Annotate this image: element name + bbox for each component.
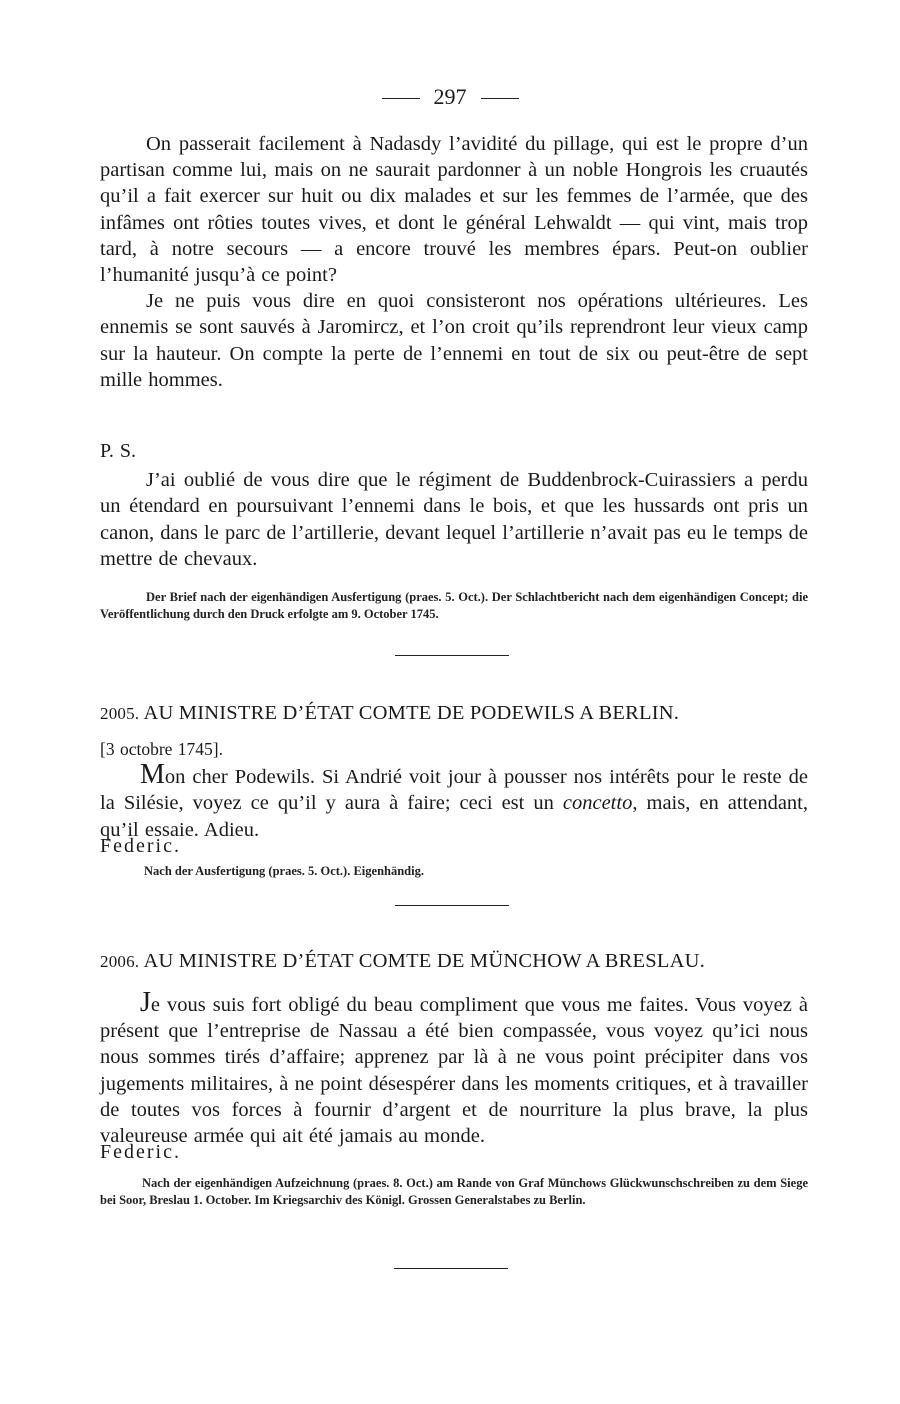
italic-word: concetto xyxy=(562,792,633,815)
source-note: Nach der eigenhändigen Aufzeichnung (praes. 8. Oct.) am Rande von Graf Münchows Glückwunschschreiben zu dem Siege bei Soor, Breslau 1. October. Im Kriegsarchiv des Königl. Grossen Generalstabes zu Berlin. xyxy=(100,1176,808,1208)
letter-body xyxy=(100,759,808,843)
letter-text: on cher Podewils. Si Andrié voit jour à pousser nos intérêts pour le reste de la Silésie, voyez ce qu’il y aura à faire; ceci est un xyxy=(100,766,808,815)
section-divider xyxy=(394,1268,508,1269)
page-number: 297 xyxy=(433,84,467,109)
letter-2006 xyxy=(100,947,808,1209)
source-note: Nach der Ausfertigung (praes. 5. Oct.). Eigenhändig. xyxy=(144,864,424,879)
letter-body xyxy=(100,987,808,1149)
initial-letter: J xyxy=(140,987,151,1018)
editorial-note xyxy=(100,589,808,623)
signature: Federic. xyxy=(100,1141,181,1164)
letter-2005 xyxy=(100,699,808,880)
letter-title: AU MINISTRE D’ÉTAT COMTE DE MÜNCHOW A BRESLAU. xyxy=(143,950,705,972)
letter-heading xyxy=(100,947,808,976)
letter-date: [3 octobre 1745]. xyxy=(100,739,224,759)
letter-heading xyxy=(100,699,808,728)
page-header xyxy=(0,82,900,112)
postscript xyxy=(100,438,808,572)
letter-continuation xyxy=(100,131,808,393)
letter-number: 2006. xyxy=(100,952,140,971)
header-dash-right xyxy=(481,98,519,99)
signature: Federic. xyxy=(100,834,181,857)
section-divider xyxy=(395,905,509,906)
initial-letter: M xyxy=(140,759,165,791)
paragraph: Je ne puis vous dire en quoi consisteront nos opérations ultérieures. Les ennemis se sont sauvés à Jaromircz, et l’on croit qu’ils reprendront leur vieux camp sur la hauteur. On compte la perte de l’ennemi en tout de six ou peut-être de sept mille hommes. xyxy=(100,290,808,391)
letter-title: AU MINISTRE D’ÉTAT COMTE DE PODEWILS A BERLIN. xyxy=(143,702,680,724)
section-divider xyxy=(395,655,509,656)
letter-number: 2005. xyxy=(100,704,140,723)
header-dash-left xyxy=(382,98,420,99)
paragraph: On passerait facilement à Nadasdy l’avidité du pillage, qui est le propre d’un partisan comme lui, mais on ne saurait pardonner à un noble Hongrois les cruautés qu’il a fait exercer sur huit ou dix malades et sur les femmes de l’armée, que des infâmes ont rôties toutes vives, et dont le général Lehwaldt — qui vint, mais trop tard, à notre secours — a encore trouvé les membres épars. Peut-on oublier l’humanité jusqu’à ce point? xyxy=(100,133,808,287)
letter-text-end: , mais, en attendant, qu’il essaie. Adieu. xyxy=(100,792,808,841)
ps-heading: P. S. xyxy=(100,440,137,462)
letter-text: e vous suis fort obligé du beau compliment que vous me faites. Vous voyez à présent que l’entreprise de Nassau a été bien compassée, vous voyez qu’ici nous nous sommes tirés d’affaire; apprenez par là à ne vous point précipiter dans vos jugements militaires, à ne point désespérer dans les moments critiques, et à travailler de toutes vos forces à fournir d’argent et de nourriture la plus brave, la plus valeureuse armée qui ait été jamais au monde. xyxy=(100,994,808,1148)
ps-paragraph: J’ai oublié de vous dire que le régiment de Buddenbrock-Cuirassiers a perdu un étendard en poursuivant l’ennemi dans le bois, et que les hussards ont pris un canon, dans le parc de l’artillerie, devant lequel l’artillerie n’avait pas eu le temps de mettre de chevaux. xyxy=(100,469,808,570)
note-text: Der Brief nach der eigenhändigen Ausfertigung (praes. 5. Oct.). Der Schlachtbericht nach dem eigenhändigen Concept; die Veröffentlichung durch den Druck erfolgte am 9. October 1745. xyxy=(100,590,808,621)
